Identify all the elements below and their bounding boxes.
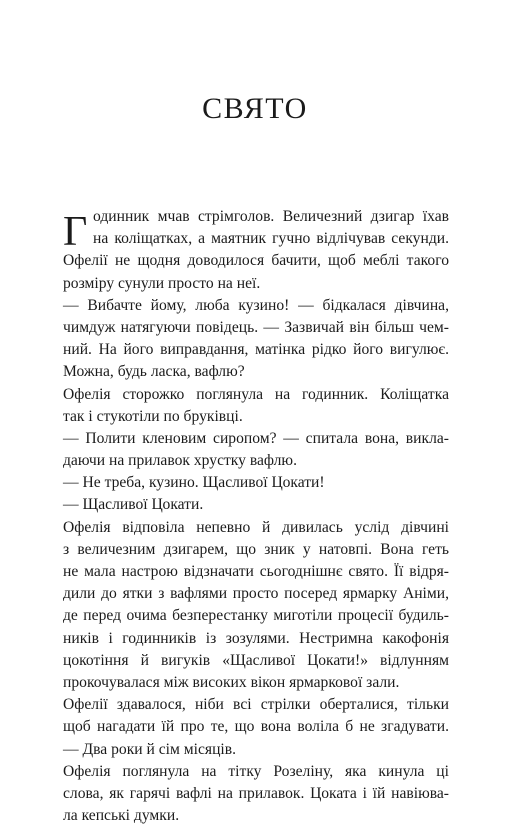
text-line: ників і годинників із зозулями. Нестримна какофонія <box>63 629 449 647</box>
text-line: щоб нагадати їй про те, що вона воліла б не згадувати. <box>63 718 449 736</box>
text-line: дили до ятки з вафлями просто посеред ярмарку Аніми, <box>63 585 449 603</box>
text-line: де перед очима безперестанку миготіли процесії будиль- <box>63 607 449 625</box>
text-line: — Вибачте йому, люба кузино! — бідкалася дівчина, <box>63 296 449 314</box>
text-line: Можна, будь ласка, вафлю? <box>63 363 245 381</box>
text-line: розміру сунули просто на неї. <box>63 274 261 292</box>
text-line: — Полити кленовим сиропом? — спитала вона, виклa- <box>63 429 449 447</box>
text-line: Офелії не щодня доводилося бачити, щоб меблі такого <box>63 252 449 270</box>
text-line: так і стукотіли по бруківці. <box>63 407 243 425</box>
text-line: Офелії здавалося, ніби всі стрілки оберталися, тільки <box>63 696 449 714</box>
text-line: одинник мчав стрімголов. Величезний дзигар їхав <box>93 208 449 225</box>
body-text <box>63 206 449 827</box>
chapter-title: СВЯТО <box>202 92 308 125</box>
text-line: ний. На його виправдання, матінка рідко його вигулює. <box>63 341 449 359</box>
text-lines <box>63 250 449 827</box>
text-line: слова, як гарячі вафлі на прилавок. Цоката і їй навіюва- <box>63 784 449 802</box>
text-line: даючи на прилавок хрустку вафлю. <box>63 452 297 470</box>
text-line: прокочувалася між високих вікон ярмаркової зали. <box>63 673 400 691</box>
text-line: цокотіння й вигуків «Щасливої Цокати!» відлунням <box>63 651 449 669</box>
text-line: на коліщатках, а маятник гучно відлічував секунди. <box>93 230 449 248</box>
text-line: з величезним дзигарем, що зник у натовпі. Вона геть <box>63 540 449 558</box>
drop-cap: Г <box>63 209 88 255</box>
text-line: чимдуж натягуючи повідець. — Зазвичай він більш чем- <box>63 318 449 336</box>
text-line: — Щасливої Цокати. <box>63 496 204 514</box>
text-line: — Два роки й сім місяців. <box>63 740 237 758</box>
opening-paragraph <box>63 206 449 255</box>
text-line: — Не треба, кузино. Щасливої Цокати! <box>63 474 325 492</box>
text-line: не мала настрою відзначати сьогоднішнє свято. Її відря- <box>63 563 449 581</box>
text-line: Офелія поглянула на тітку Розеліну, яка кинула ці <box>63 762 449 780</box>
text-line: Офелія відповіла непевно й дивилась услід дівчині <box>63 518 449 536</box>
text-line: Офелія сторожко поглянула на годинник. Коліщатка <box>63 385 449 403</box>
text-line: ла кепські думки. <box>63 807 180 825</box>
